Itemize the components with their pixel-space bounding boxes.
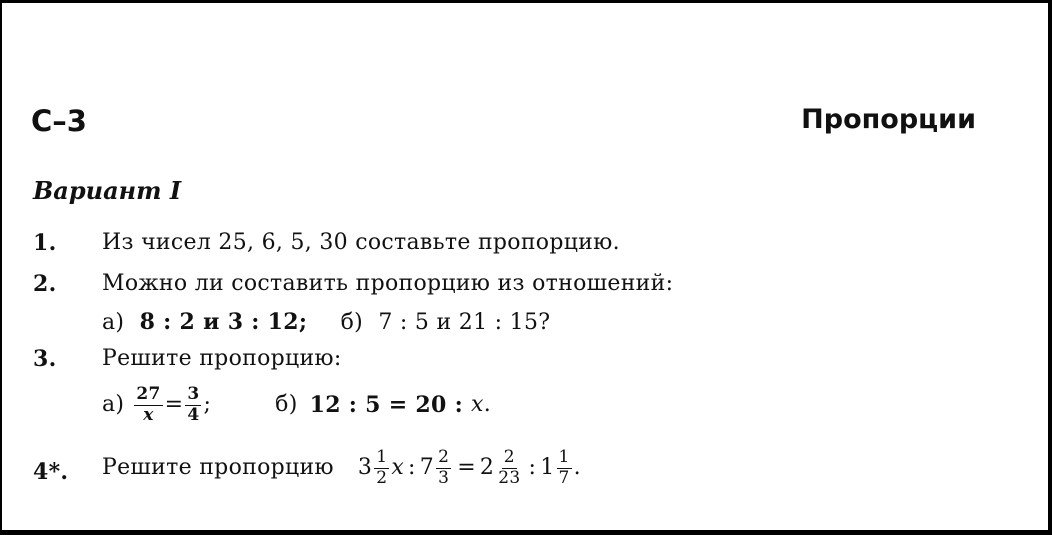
variant-heading: Вариант I	[33, 176, 182, 205]
task-3-a-label: а)	[102, 392, 125, 418]
task-3-text: Решите пропорцию:	[102, 346, 342, 371]
task-3-b-var: x	[470, 392, 484, 418]
task-3-b-label: б)	[275, 392, 298, 418]
task-3-number: 3.	[33, 346, 57, 372]
task-2-text: Можно ли составить пропорцию из отношений:	[102, 271, 674, 296]
task-2-b-expr: 7 : 5 и 21 : 15?	[378, 310, 551, 335]
task-1-text: Из чисел 25, 6, 5, 30 составьте пропорцию.	[102, 230, 620, 255]
task-3-b-expr: 12 : 5 = 20 :	[309, 392, 471, 419]
task-4-mixed-4-fraction: $\frac{1}{7}$	[558, 447, 570, 488]
task-4-var: x	[391, 455, 405, 481]
worksheet-page: С–3 Пропорции Вариант I 1. Из чисел 25, 6, 5, 30 составьте пропорцию. 2. Можно ли составить пропорцию из отношений: а) 8 : 2 и 3 : 12; б) 7 : 5 и 21 : 15? 3. Решите пропорцию: а) $\frac{27}{x}$ = $\frac{3}{4}$ ; б) 12 : 5 = 20 : x . 4*. Решите пропорцию 3 $\frac{1}{2}$ x : 7 $\frac{2}{3}$ = 2 $\frac{2}{23}$ : 1 $\frac{1}{7}$ .	[2, 3, 1048, 530]
task-2-a-expr: 8 : 2 и 3 : 12;	[139, 309, 308, 335]
worksheet-topic: Пропорции	[801, 104, 976, 135]
task-4-mixed-1-fraction: $\frac{1}{2}$	[376, 447, 388, 488]
task-4-mixed-3-fraction: $\frac{2}{23}$	[498, 447, 521, 488]
task-1-number: 1.	[33, 230, 57, 256]
task-4-mixed-2-fraction: $\frac{2}{3}$	[438, 447, 450, 488]
worksheet-code: С–3	[31, 104, 87, 138]
task-3-a-fraction-right: $\frac{3}{4}$	[187, 384, 200, 425]
task-2-a-label: а)	[102, 310, 125, 335]
task-2-number: 2.	[33, 271, 57, 297]
task-2-b-label: б)	[340, 310, 364, 335]
task-4-text: Решите пропорцию	[102, 455, 334, 481]
task-3-a-fraction-left: $\frac{27}{x}$	[136, 384, 161, 425]
task-4-number: 4*.	[33, 459, 69, 485]
